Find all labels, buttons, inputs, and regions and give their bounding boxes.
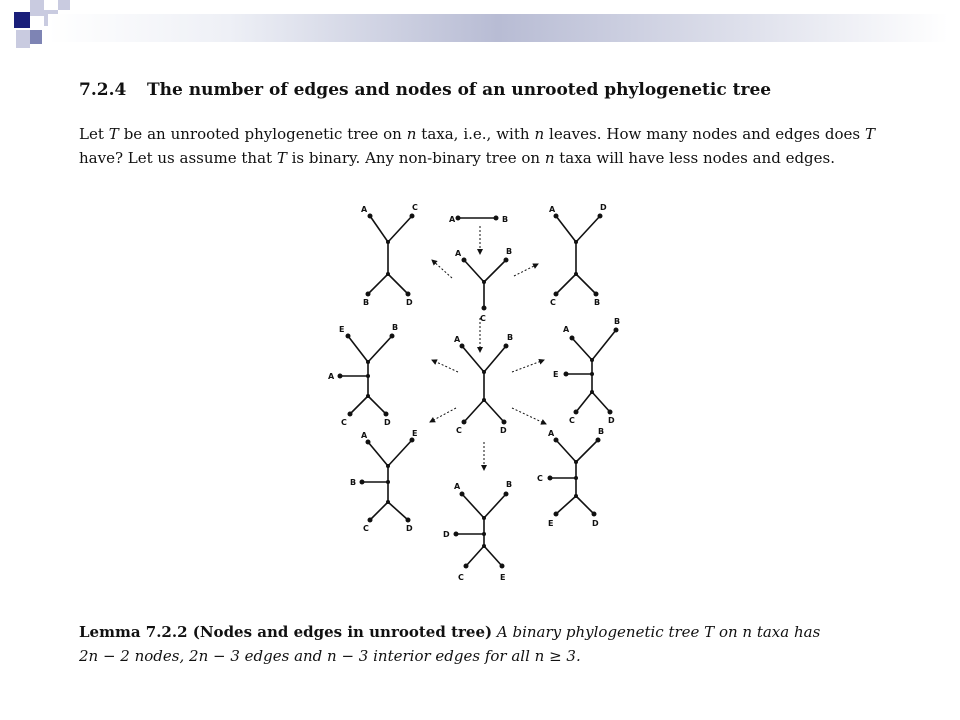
leaf-label: B: [598, 427, 605, 436]
intro-text: have? Let us assume that: [79, 149, 277, 167]
intro-paragraph: [79, 122, 875, 170]
leaf-label: D: [600, 203, 607, 212]
leaf-label: A: [328, 372, 335, 381]
lemma-body-line2: 2n − 2 nodes, 2n − 3 edges and n − 3 interior edges for all n ≥ 3.: [79, 647, 581, 665]
intro-text: be an unrooted phylogenetic tree on: [118, 125, 407, 143]
intro-text: Let: [79, 125, 109, 143]
leaf-label: A: [361, 431, 368, 440]
leaf-label: C: [456, 426, 462, 435]
header-square-light: [58, 0, 70, 10]
leaf-label: B: [502, 215, 509, 224]
leaf-label: D: [406, 524, 413, 533]
tree-figure-svg: [320, 196, 640, 596]
leaf-label: A: [563, 325, 570, 334]
intro-var: n: [544, 149, 555, 167]
header-square-mid: [30, 30, 42, 44]
intro-var: T: [864, 125, 875, 143]
leaf-label: D: [592, 519, 599, 528]
leaf-label: E: [412, 429, 418, 438]
header-square-light: [30, 0, 44, 16]
intro-var: n: [534, 125, 545, 143]
intro-text: is binary. Any non-binary tree on: [286, 149, 545, 167]
leaf-label: C: [569, 416, 575, 425]
leaf-label: C: [341, 418, 347, 427]
intro-text: leaves. How many nodes and edges does: [544, 125, 865, 143]
leaf-label: B: [392, 323, 399, 332]
leaf-label: E: [553, 370, 559, 379]
leaf-label: E: [548, 519, 554, 528]
intro-text: taxa, i.e., with: [416, 125, 535, 143]
leaf-label: D: [406, 298, 413, 307]
leaf-label: C: [537, 474, 543, 483]
tree-t7: [566, 330, 616, 412]
leaf-label: D: [443, 530, 450, 539]
leaf-label: A: [454, 335, 461, 344]
tree-t10: [550, 440, 598, 514]
leaf-label: C: [458, 573, 464, 582]
lemma-heading: Lemma 7.2.2 (Nodes and edges in unrooted tree): [79, 623, 493, 641]
tree-t5a: [340, 336, 392, 414]
header-gradient-bar: [48, 14, 948, 42]
tree-t6: [462, 346, 506, 422]
header-square-dark: [14, 12, 30, 28]
leaf-label: B: [506, 480, 513, 489]
leaf-label: E: [339, 325, 345, 334]
leaf-label: B: [506, 247, 513, 256]
leaf-label: D: [608, 416, 615, 425]
tree-figure: [320, 196, 640, 596]
tree-t8: [362, 440, 412, 520]
leaf-label: A: [548, 429, 555, 438]
tree-t3: [464, 260, 506, 308]
header-square-light: [16, 30, 30, 48]
leaf-label: A: [549, 205, 556, 214]
leaf-label: A: [455, 249, 462, 258]
tree-t1: [368, 216, 412, 294]
lemma-block: [79, 620, 879, 668]
leaf-label: D: [500, 426, 507, 435]
leaf-label: C: [550, 298, 556, 307]
section-title-text: The number of edges and nodes of an unrooted phylogenetic tree: [147, 80, 772, 100]
leaf-label: C: [480, 314, 486, 323]
leaf-label: E: [500, 573, 506, 582]
intro-text: taxa will have less nodes and edges.: [554, 149, 836, 167]
leaf-label: B: [614, 317, 621, 326]
section-title: [79, 80, 899, 100]
tree-t9: [456, 494, 506, 566]
leaf-label: B: [350, 478, 357, 487]
tree-t4: [556, 216, 600, 294]
leaf-label: C: [412, 203, 418, 212]
intro-var: T: [108, 125, 119, 143]
intro-var: n: [406, 125, 417, 143]
leaf-label: D: [384, 418, 391, 427]
intro-var: T: [276, 149, 287, 167]
leaf-label: B: [363, 298, 370, 307]
lemma-body-line1: A binary phylogenetic tree T on n taxa has: [492, 623, 821, 641]
section-number: 7.2.4: [79, 80, 127, 100]
leaf-label: A: [361, 205, 368, 214]
leaf-label: A: [454, 482, 461, 491]
leaf-label: C: [363, 524, 369, 533]
leaf-label: A: [449, 215, 456, 224]
leaf-label: B: [594, 298, 601, 307]
leaf-label: B: [507, 333, 514, 342]
